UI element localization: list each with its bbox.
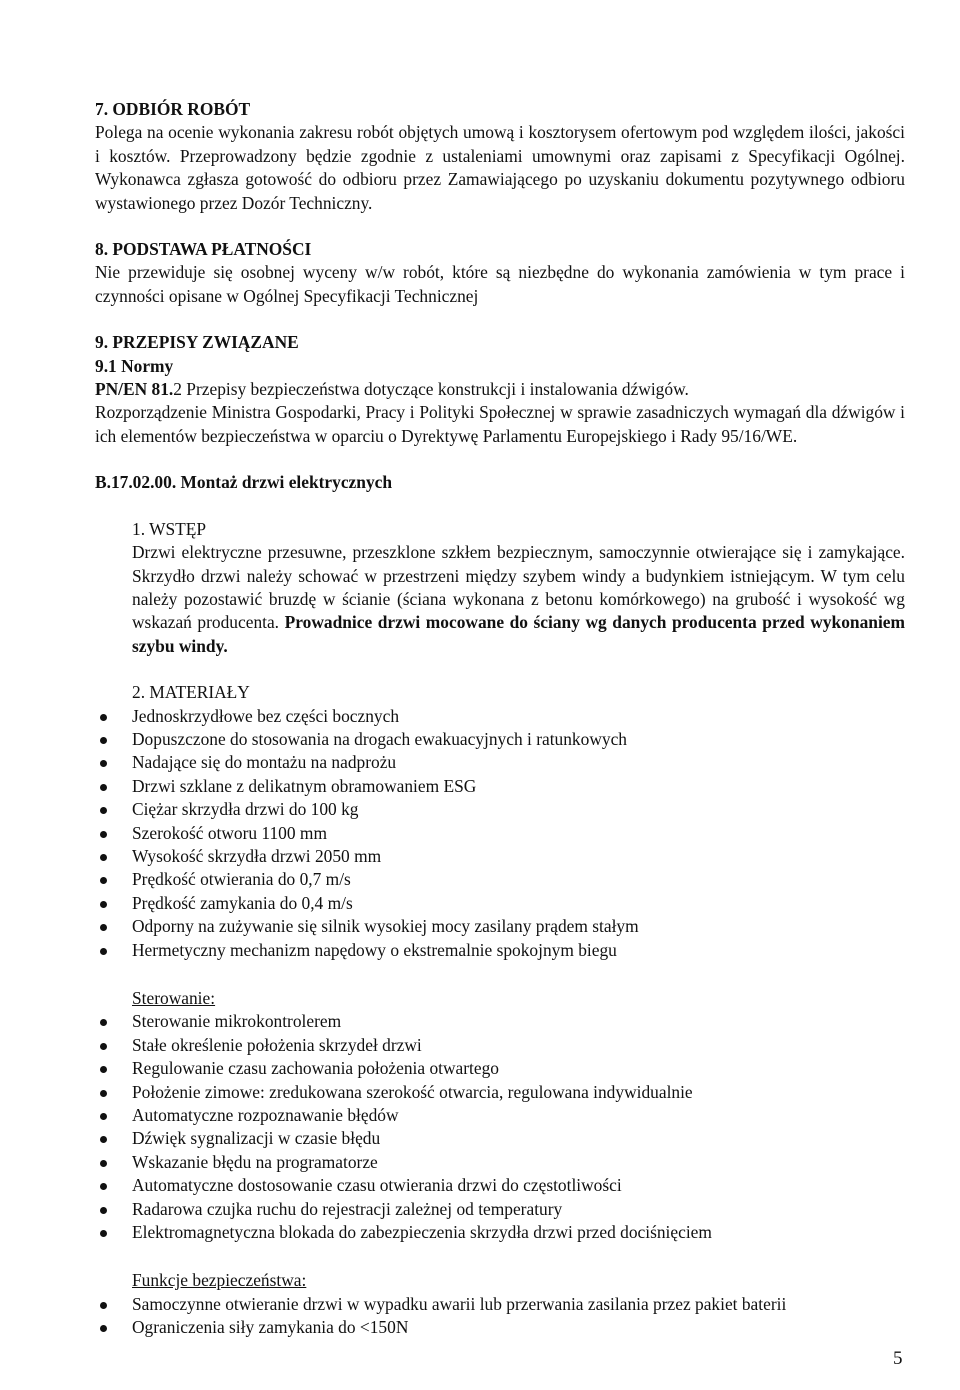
control-heading: Sterowanie: bbox=[132, 988, 216, 1008]
list-item: Prędkość zamykania do 0,4 m/s bbox=[95, 892, 905, 915]
regulation-text: Rozporządzenie Ministra Gospodarki, Pracy i Polityki Społecznej w sprawie zasadniczych wymagań dla dźwigów i ich elementów bezpieczeństwa w oparciu o Dyrektywę Parlamentu Europejskiego i Rady 95/16/WE. bbox=[95, 402, 905, 446]
control-list bbox=[95, 1010, 905, 1244]
list-item: Szerokość otworu 1100 mm bbox=[95, 822, 905, 845]
list-item: Sterowanie mikrokontrolerem bbox=[95, 1010, 905, 1033]
spec-b17-heading: B.17.02.00. Montaż drzwi elektrycznych bbox=[95, 472, 393, 493]
page-number: 5 bbox=[893, 1348, 903, 1369]
section-7-body: Polega na ocenie wykonania zakresu robót objętych umową i kosztorysem ofertowym pod względem ilości, jakości i kosztów. Przeprowadzony będzie zgodnie z ustaleniami umownymi oraz zapisami z Specyfikacji Ogólnej. Wykonawca zgłasza gotowość do odbioru przez Zamawiającego po uzyskaniu dokumentu pozytywnego odbioru wystawionego przez Dozór Techniczny. bbox=[95, 122, 905, 213]
intro-body bbox=[95, 541, 905, 658]
list-item: Elektromagnetyczna blokada do zabezpieczenia skrzydła drzwi przed dociśnięciem bbox=[95, 1221, 905, 1244]
safety-list bbox=[95, 1293, 905, 1340]
section-9-heading: 9. PRZEPISY ZWIĄZANE bbox=[95, 332, 299, 353]
list-item: Samoczynne otwieranie drzwi w wypadku awarii lub przerwania zasilania przez pakiet baterii bbox=[95, 1293, 905, 1316]
list-item: Jednoskrzydłowe bez części bocznych bbox=[95, 705, 905, 728]
list-item: Prędkość otwierania do 0,7 m/s bbox=[95, 868, 905, 891]
list-item: Drzwi szklane z delikatnym obramowaniem ESG bbox=[95, 775, 905, 798]
list-item: Regulowanie czasu zachowania położenia otwartego bbox=[95, 1057, 905, 1080]
section-8-body: Nie przewiduje się osobnej wyceny w/w robót, które są niezbędne do wykonania zamówienia w tym prace i czynności opisane w Ogólnej Specyfikacji Technicznej bbox=[95, 262, 905, 306]
list-item: Dźwięk sygnalizacji w czasie błędu bbox=[95, 1127, 905, 1150]
norm-line bbox=[95, 378, 905, 401]
intro-bold-text: Prowadnice drzwi mocowane do ściany wg danych producenta przed wykonaniem szybu windy. bbox=[132, 612, 905, 656]
list-item: Odporny na zużywanie się silnik wysokiej mocy zasilany prądem stałym bbox=[95, 915, 905, 938]
list-item: Nadające się do montażu na nadprożu bbox=[95, 751, 905, 774]
list-item: Radarowa czujka ruchu do rejestracji zależnej od temperatury bbox=[95, 1198, 905, 1221]
document-page bbox=[95, 98, 905, 1340]
list-item: Dopuszczone do stosowania na drogach ewakuacyjnych i ratunkowych bbox=[95, 728, 905, 751]
norm-code: PN/EN 81. bbox=[95, 379, 174, 400]
norm-description: 2 Przepisy bezpieczeństwa dotyczące konstrukcji i instalowania dźwigów. bbox=[173, 379, 689, 400]
list-item: Automatyczne rozpoznawanie błędów bbox=[95, 1104, 905, 1127]
safety-heading: Funkcje bezpieczeństwa: bbox=[132, 1270, 307, 1291]
materials-heading: 2. MATERIAŁY bbox=[132, 682, 250, 703]
intro-heading: 1. WSTĘP bbox=[132, 518, 207, 539]
list-item: Położenie zimowe: zredukowana szerokość otwarcia, regulowana indywidualnie bbox=[95, 1081, 905, 1104]
list-item: Ograniczenia siły zamykania do <150N bbox=[95, 1316, 905, 1339]
list-item: Automatyczne dostosowanie czasu otwierania drzwi do częstotliwości bbox=[95, 1174, 905, 1197]
list-item: Stałe określenie położenia skrzydeł drzwi bbox=[95, 1034, 905, 1057]
intro-text: Drzwi elektryczne przesuwne, przeszklone szkłem bezpiecznym, samoczynnie otwierające się i zamykające. Skrzydło drzwi należy schować w przestrzeni między szybem windy a budynkiem istniejącym. W tym celu należy pozostawić bruzdę w ścianie (ściana wykonana z betonu komórkowego) na grubość i wysokość wg wskazań producenta. bbox=[132, 542, 905, 633]
section-9-1-heading: 9.1 Normy bbox=[95, 355, 174, 376]
section-8-heading: 8. PODSTAWA PŁATNOŚCI bbox=[95, 239, 312, 260]
materials-list bbox=[95, 705, 905, 962]
list-item: Wysokość skrzydła drzwi 2050 mm bbox=[95, 845, 905, 868]
list-item: Wskazanie błędu na programatorze bbox=[95, 1151, 905, 1174]
list-item: Hermetyczny mechanizm napędowy o ekstremalnie spokojnym biegu bbox=[95, 939, 905, 962]
list-item: Ciężar skrzydła drzwi do 100 kg bbox=[95, 798, 905, 821]
section-7-heading: 7. ODBIÓR ROBÓT bbox=[95, 99, 251, 119]
